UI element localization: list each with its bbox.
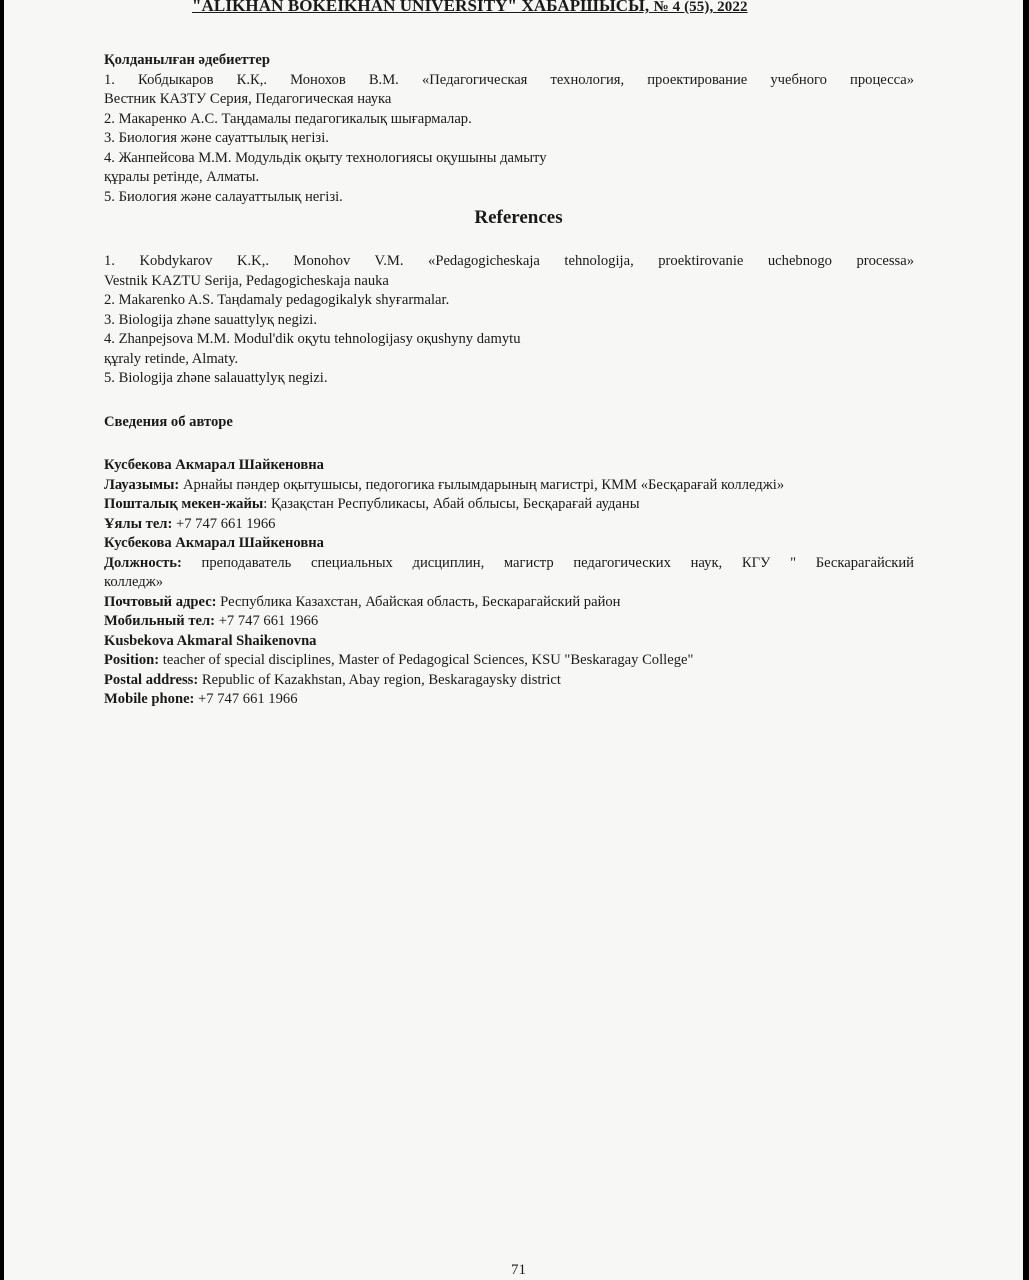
journal-header bbox=[192, 0, 748, 16]
author-section-heading-block bbox=[104, 413, 914, 433]
author-phone-kz bbox=[104, 515, 914, 535]
references-heading: References bbox=[474, 207, 563, 228]
author-phone-kz-label: Ұялы тел: bbox=[104, 515, 173, 532]
author-phone-en-label: Mobile phone: bbox=[104, 691, 195, 707]
author-position-en-label: Position: bbox=[104, 652, 160, 668]
author-info bbox=[104, 456, 914, 710]
author-position-kz-label: Лауазымы: bbox=[104, 476, 180, 493]
references-section bbox=[104, 252, 914, 389]
literature-section bbox=[104, 51, 914, 207]
page-number: 71 bbox=[511, 1262, 526, 1278]
literature-line-2: Вестник КАЗТУ Серия, Педагогическая наука bbox=[104, 91, 392, 107]
literature-line-4: 3. Биология және сауаттылық негізі. bbox=[104, 130, 329, 146]
literature-line-6: құралы ретінде, Алматы. bbox=[104, 169, 260, 185]
author-name-ru: Кусбекова Акмарал Шайкеновна bbox=[104, 535, 324, 551]
author-position-kz-value: Арнайы пәндер оқытушысы, педогогика ғылымдарының магистрі, КММ «Бесқарағай колледжі» bbox=[179, 476, 785, 493]
author-phone-en-value: +7 747 661 1966 bbox=[194, 691, 298, 707]
author-address-ru-value: Республика Казахстан, Абайская область, Бескарагайский район bbox=[216, 593, 621, 610]
journal-issue: № 4 (55), 2022 bbox=[653, 0, 748, 15]
reference-line-1: 1. Kobdykarov K.K,. Monohov V.M. «Pedagogicheskaja tehnologija, proektirovanie uchebnogo processa» bbox=[104, 253, 914, 269]
reference-line-4: 3. Biologija zhәne sauattylyқ negizi. bbox=[104, 311, 317, 328]
author-phone-ru bbox=[104, 612, 914, 632]
author-address-en-label: Postal address: bbox=[104, 671, 199, 688]
literature-line-1: 1. Кобдыкаров К.К,. Монохов В.М. «Педагогическая технология, проектирование учебного процесса» bbox=[104, 71, 914, 88]
author-position-kz bbox=[104, 476, 914, 496]
author-name-en: Kusbekova Akmaral Shaikenovna bbox=[104, 632, 317, 649]
literature-line-3: 2. Макаренко А.С. Таңдамалы педагогикалық шығармалар. bbox=[104, 110, 472, 127]
author-address-en-value: Republic of Kazakhstan, Abay region, Beskaragaysky district bbox=[198, 671, 561, 688]
author-heading: Сведения об авторе bbox=[104, 414, 233, 430]
literature-line-5: 4. Жанпейсова М.М. Модульдік оқыту технологиясы оқушыны дамыту bbox=[104, 149, 547, 166]
author-position-ru-value: преподаватель специальных дисциплин, магистр педагогических наук, КГУ " Бескарагайский bbox=[181, 554, 914, 571]
document-page bbox=[4, 0, 1023, 1280]
author-position-en bbox=[104, 651, 914, 671]
journal-title: "ALIKHAN BOKEIKHAN UNIVERSITY" ХАБАРШЫСЫ, bbox=[192, 0, 654, 15]
author-phone-kz-value: +7 747 661 1966 bbox=[172, 515, 276, 532]
author-phone-ru-value: +7 747 661 1966 bbox=[215, 613, 319, 629]
reference-line-2: Vestnik KAZTU Serija, Pedagogicheskaja nauka bbox=[104, 272, 389, 289]
author-phone-ru-label: Мобильный тел: bbox=[104, 613, 216, 629]
author-position-ru-cont: колледж» bbox=[104, 574, 164, 590]
author-phone-en bbox=[104, 690, 914, 710]
author-address-kz bbox=[104, 495, 914, 515]
author-position-ru bbox=[104, 554, 914, 574]
author-address-kz-value: : Қазақстан Республикасы, Абай облысы, Бесқарағай ауданы bbox=[263, 496, 640, 512]
author-address-ru-label: Почтовый адрес: bbox=[104, 593, 217, 610]
literature-line-7: 5. Биология және салауаттылық негізі. bbox=[104, 188, 343, 205]
author-address-kz-label: Пошталық мекен-жайы bbox=[104, 496, 264, 512]
reference-line-3: 2. Makarenko A.S. Taңdamaly pedagogikalyk shyғarmalar. bbox=[104, 292, 450, 308]
author-address-ru bbox=[104, 593, 914, 613]
literature-heading: Қолданылған әдебиеттер bbox=[104, 52, 270, 68]
author-position-ru-label: Должность: bbox=[104, 554, 182, 571]
author-address-en bbox=[104, 671, 914, 691]
reference-line-5: 4. Zhanpejsova M.M. Modul'dik oқytu tehnologijasy oқushyny damytu bbox=[104, 331, 521, 347]
author-position-en-value: teacher of special disciplines, Master of Pedagogical Sciences, KSU "Beskaragay College" bbox=[159, 652, 694, 668]
reference-line-7: 5. Biologija zhәne salauattylyқ negizi. bbox=[104, 370, 328, 386]
author-name-kz: Кусбекова Акмарал Шайкеновна bbox=[104, 457, 324, 473]
reference-line-6: құraly retinde, Almaty. bbox=[104, 350, 239, 367]
